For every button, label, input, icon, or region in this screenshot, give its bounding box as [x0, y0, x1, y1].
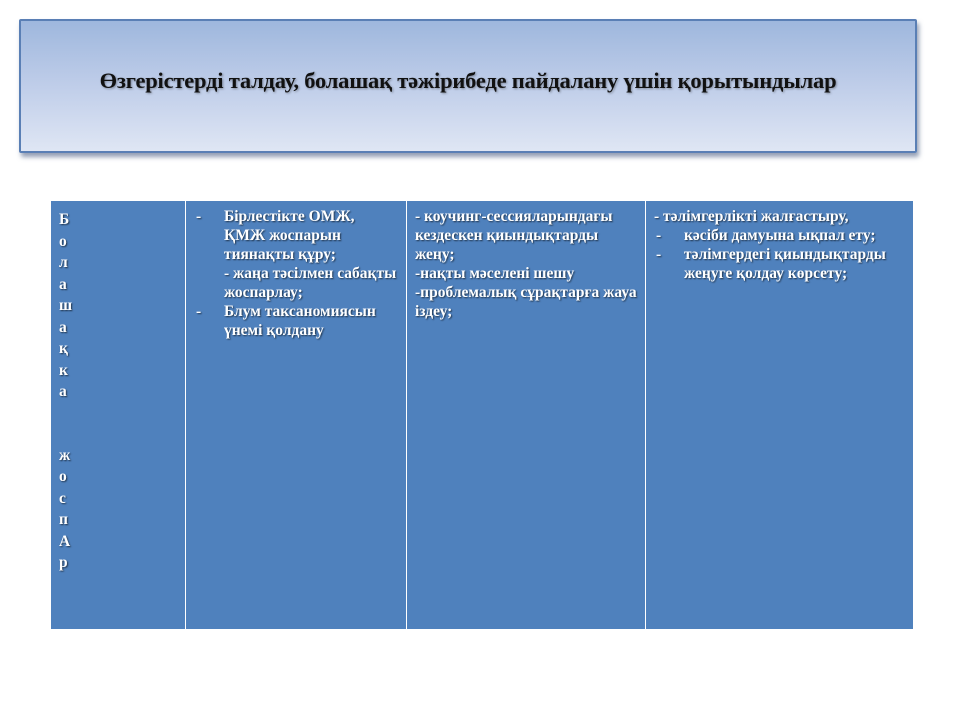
header-letter: о — [59, 232, 67, 250]
mentoring-cell — [646, 201, 914, 630]
item-text: Блум таксаномиясын үнемі қолдану — [224, 303, 376, 339]
item-text: тәлімгердегі қиындықтарды жеңуге қолдау көрсету; — [684, 246, 886, 282]
list-item — [654, 245, 905, 283]
methodology-cell — [186, 201, 407, 630]
header-letter: о — [59, 468, 67, 485]
list-item: - тәлімгерлікті жалғастыру, — [654, 208, 849, 225]
coaching-cell — [407, 201, 646, 630]
mentoring-list — [654, 226, 905, 283]
header-letter: ш — [59, 297, 73, 314]
header-letter: п — [59, 511, 68, 528]
header-letter: а — [59, 275, 67, 293]
item-text: кәсіби дамуына ықпал ету; — [684, 227, 876, 244]
item-subtext: - жаңа тәсілмен сабақты жоспарлау; — [224, 265, 397, 301]
list-item — [654, 226, 905, 245]
header-letter: а — [59, 383, 67, 400]
header-letter: ж — [59, 446, 71, 464]
header-letter: а — [59, 318, 67, 336]
title-banner — [19, 19, 917, 153]
header-letter: қ — [59, 340, 68, 357]
list-item: -проблемалық сұрақтарға жауа іздеу; — [415, 284, 637, 320]
table-row — [51, 201, 914, 630]
future-plan-table — [50, 200, 914, 630]
header-letter: к — [59, 361, 68, 379]
letter-gap — [57, 403, 179, 445]
header-letter: А — [59, 532, 71, 550]
header-letter: с — [59, 489, 66, 507]
list-item — [194, 302, 398, 340]
list-item: -нақты мәселені шешу — [415, 265, 575, 282]
header-letter: Б — [59, 211, 70, 228]
header-letter: р — [59, 554, 68, 571]
slide-title: Өзгерістерді талдау, болашақ тәжірибеде пайдалану үшін қорытындылар — [99, 68, 837, 93]
methodology-list — [194, 207, 398, 340]
vertical-header-cell — [51, 201, 186, 630]
header-letter: л — [59, 254, 68, 271]
list-item: - коучинг-сессияларындағы кездескен қиындықтарды жеңу; — [415, 208, 613, 263]
item-text: Бірлестікте ОМЖ, ҚМЖ жоспарын тиянақты құру; — [224, 208, 355, 263]
list-item — [194, 207, 398, 302]
